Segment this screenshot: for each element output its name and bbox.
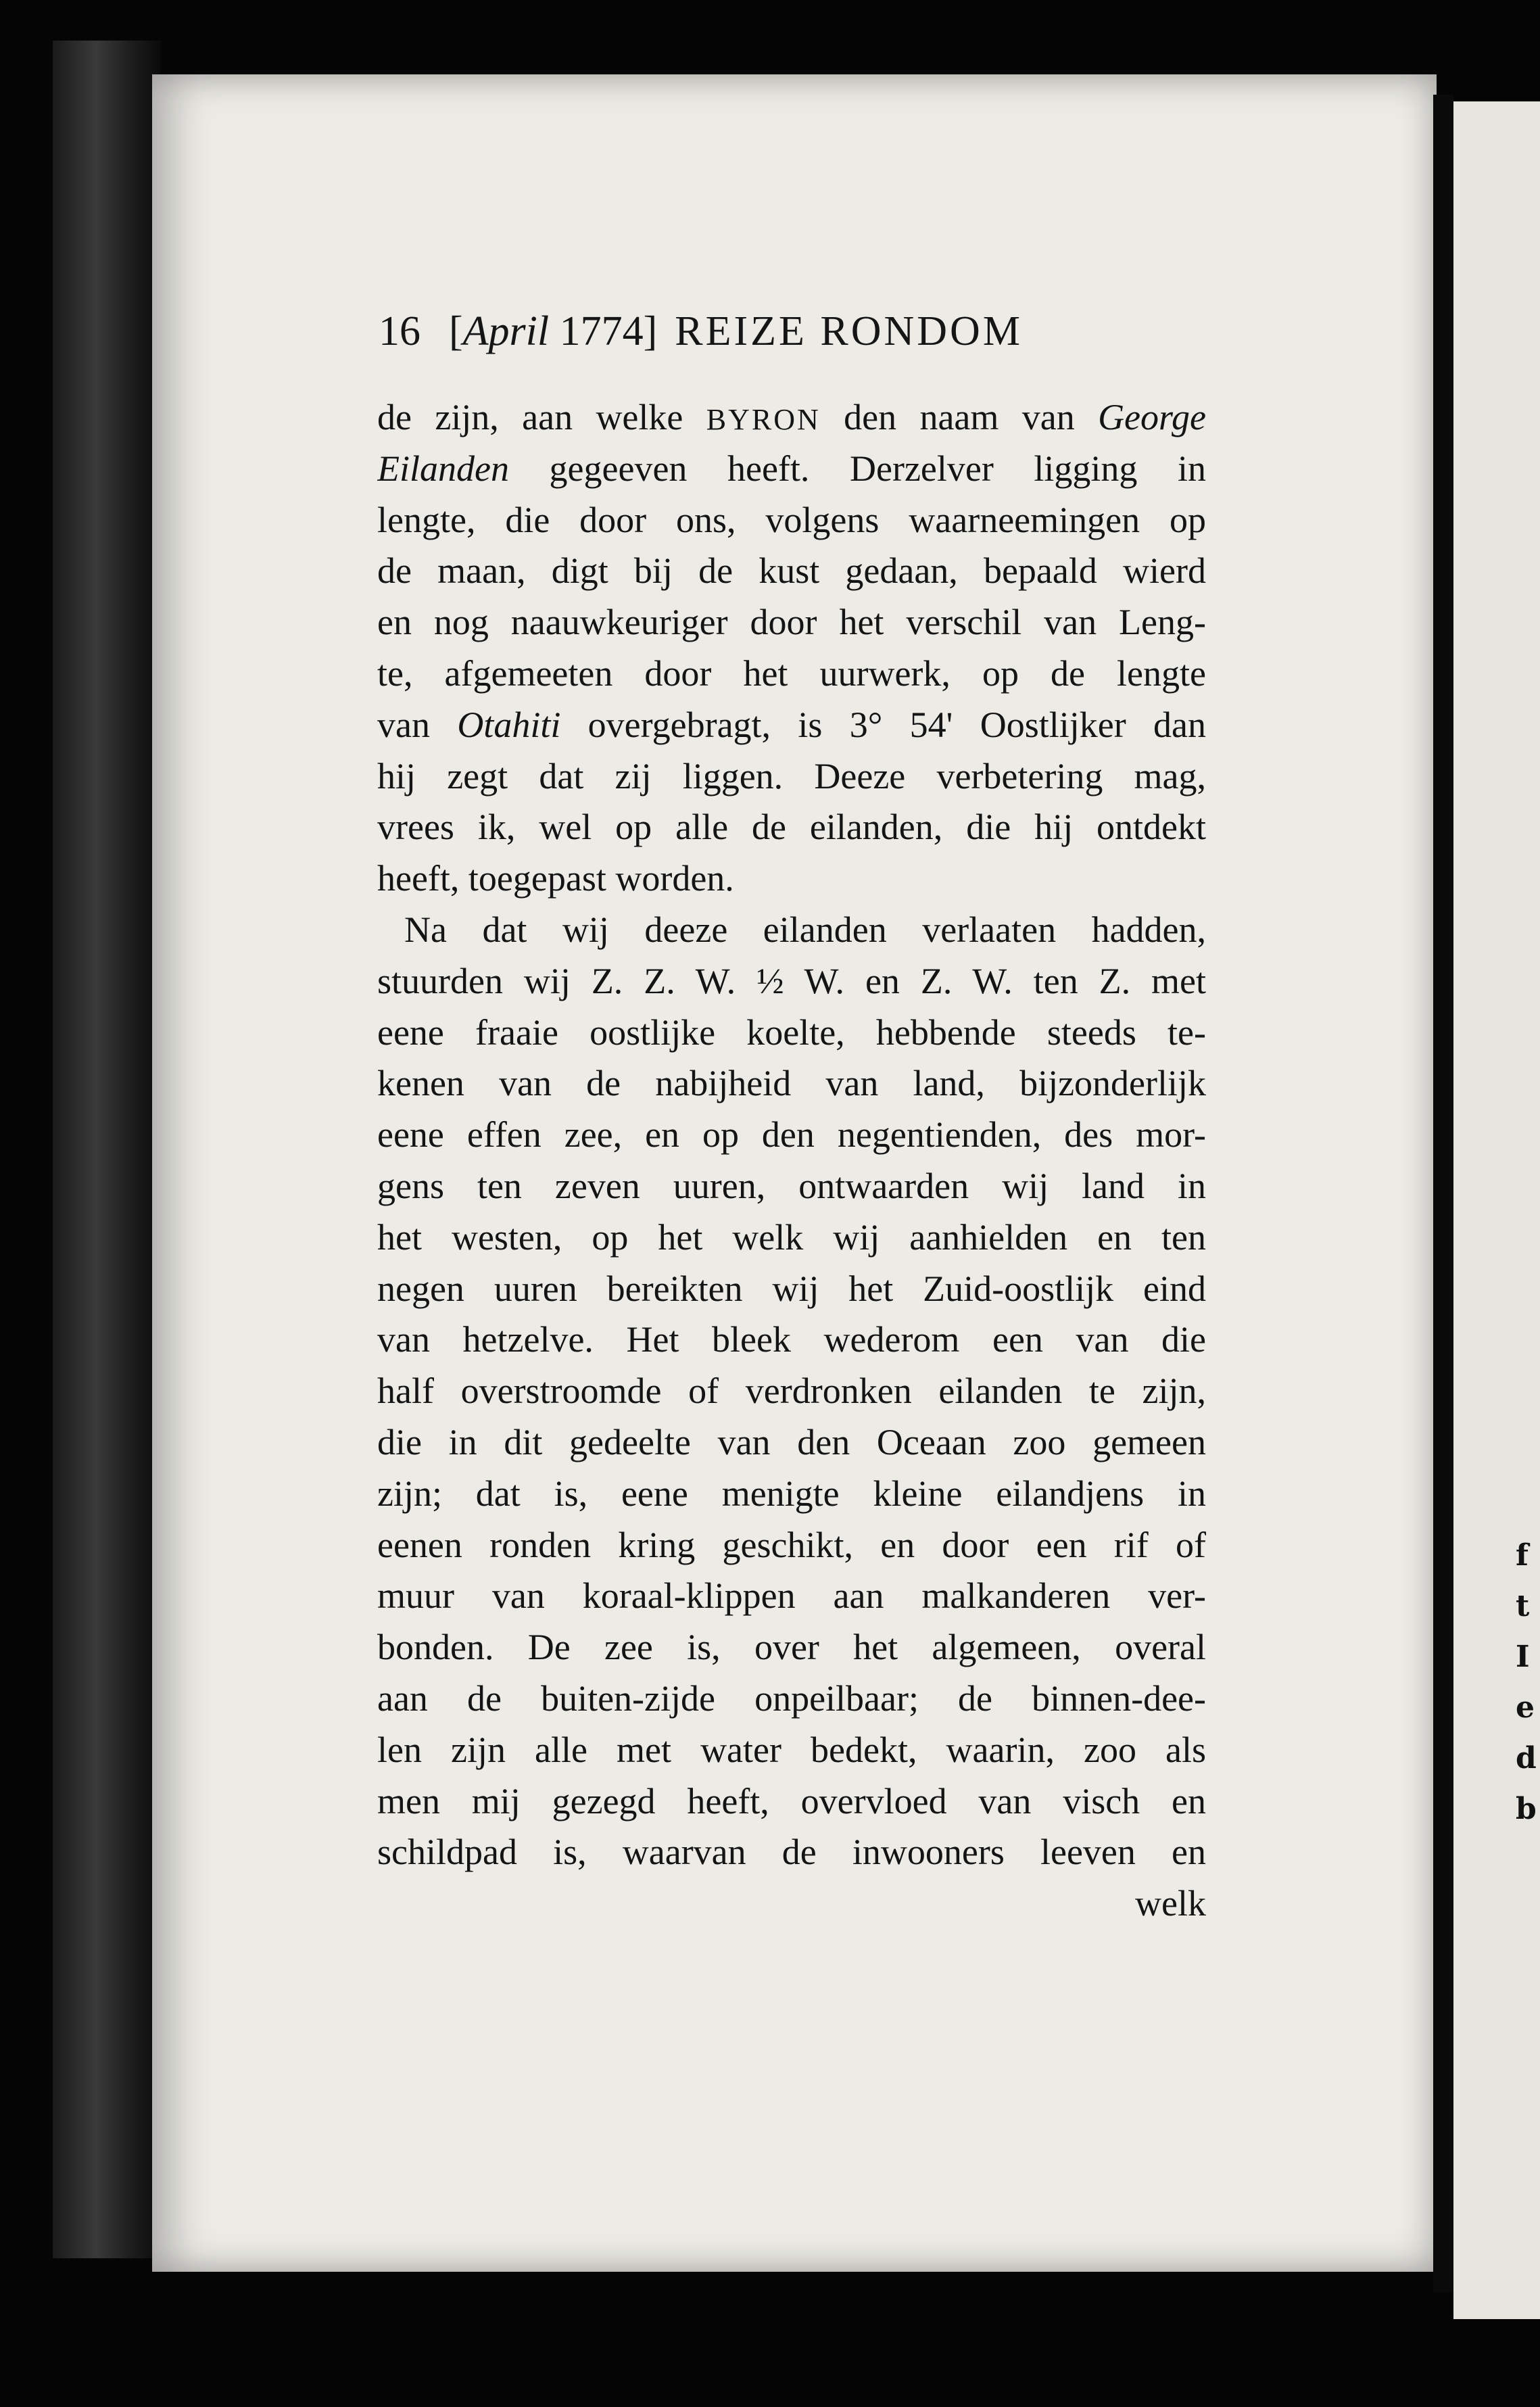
page-number: 16: [379, 308, 420, 354]
date-bracket: [: [449, 308, 463, 354]
text-line: van hetzelve. Het bleek wederom een van die: [377, 1319, 1206, 1360]
facing-page-letter: t: [1516, 1589, 1530, 1623]
text-line: de maan, digt bij de kust gedaan, bepaald wierd: [377, 550, 1206, 592]
running-head-title: REIZE RONDOM: [675, 308, 1023, 354]
text-line: eenen ronden kring geschikt, en door een rif of: [377, 1524, 1206, 1565]
text-span: van: [377, 704, 458, 745]
text-line: gens ten zeven uuren, ontwaarden wij land in: [377, 1165, 1206, 1206]
italic-name: Eilanden: [377, 448, 509, 489]
text-line: hij zegt dat zij liggen. Deeze verbetering mag,: [377, 755, 1206, 796]
text-span: de zijn, aan welke: [377, 397, 706, 437]
text-line: te, afgemeeten door het uurwerk, op de lengte: [377, 652, 1206, 694]
running-head: [379, 308, 1210, 362]
text-span: overgebragt, is 3° 54' Oostlijker dan: [560, 704, 1206, 745]
text-line: eene fraaie oostlijke koelte, hebbende steeds te-: [377, 1011, 1206, 1053]
text-line: negen uuren bereikten wij het Zuid-oostlijk eind: [377, 1268, 1206, 1309]
page-body-text: [377, 392, 1206, 1930]
facing-page-letter: b: [1516, 1792, 1537, 1826]
text-line: kenen van de nabijheid van land, bijzonderlijk: [377, 1063, 1206, 1104]
text-line: half overstroomde of verdronken eilanden te zijn,: [377, 1371, 1206, 1412]
text-line: [377, 444, 1206, 495]
text-line: [377, 392, 1206, 444]
facing-page-letter: d: [1516, 1741, 1537, 1776]
running-head-date: [449, 308, 657, 356]
text-line: schildpad is, waarvan de inwooners leeven en: [377, 1832, 1206, 1873]
text-line: muur van koraal-klippen aan malkanderen ver-: [377, 1575, 1206, 1617]
facing-page-edge: [1453, 101, 1540, 2319]
text-line: stuurden wij Z. Z. W. ½ W. en Z. W. ten Z. met: [377, 960, 1206, 1001]
facing-page-letter: f: [1516, 1538, 1529, 1573]
text-line: men mij gezegd heeft, overvloed van visch en: [377, 1780, 1206, 1821]
text-line: aan de buiten-zijde onpeilbaar; de binnen-dee-: [377, 1677, 1206, 1719]
text-line: en nog naauwkeuriger door het verschil van Leng-: [377, 602, 1206, 643]
facing-page-letter: e: [1516, 1690, 1535, 1725]
text-line: [377, 700, 1206, 751]
small-caps-name: BYRON: [706, 403, 821, 436]
date-month: April: [462, 308, 550, 354]
facing-page-letter: I: [1516, 1640, 1530, 1674]
book-spine-edge: [53, 41, 161, 2258]
text-line: die in dit gedeelte van den Oceaan zoo gemeen: [377, 1421, 1206, 1462]
text-line: lengte, die door ons, volgens waarneemingen op: [377, 499, 1206, 540]
italic-name: George: [1098, 397, 1206, 437]
text-line: zijn; dat is, eene menigte kleine eilandjens in: [377, 1473, 1206, 1514]
paragraph-start-line: Na dat wij deeze eilanden verlaaten hadden,: [404, 909, 1206, 950]
text-line: bonden. De zee is, over het algemeen, overal: [377, 1627, 1206, 1668]
text-line: het westen, op het welk wij aanhielden en ten: [377, 1216, 1206, 1258]
text-span: gegeeven heeft. Derzelver ligging in: [508, 448, 1206, 489]
text-span: den naam van: [820, 397, 1099, 437]
text-line: len zijn alle met water bedekt, waarin, zoo als: [377, 1729, 1206, 1770]
text-line: eene effen zee, en op den negentienden, des mor-: [377, 1114, 1206, 1155]
catchword: welk: [1135, 1883, 1206, 1924]
italic-name: Otahiti: [457, 704, 561, 745]
text-line: vrees ik, wel op alle de eilanden, die hij ontdekt: [377, 807, 1206, 848]
text-line: heeft, toegepast worden.: [377, 858, 734, 899]
date-year: 1774]: [549, 308, 658, 354]
page-gutter: [1433, 95, 1453, 2292]
